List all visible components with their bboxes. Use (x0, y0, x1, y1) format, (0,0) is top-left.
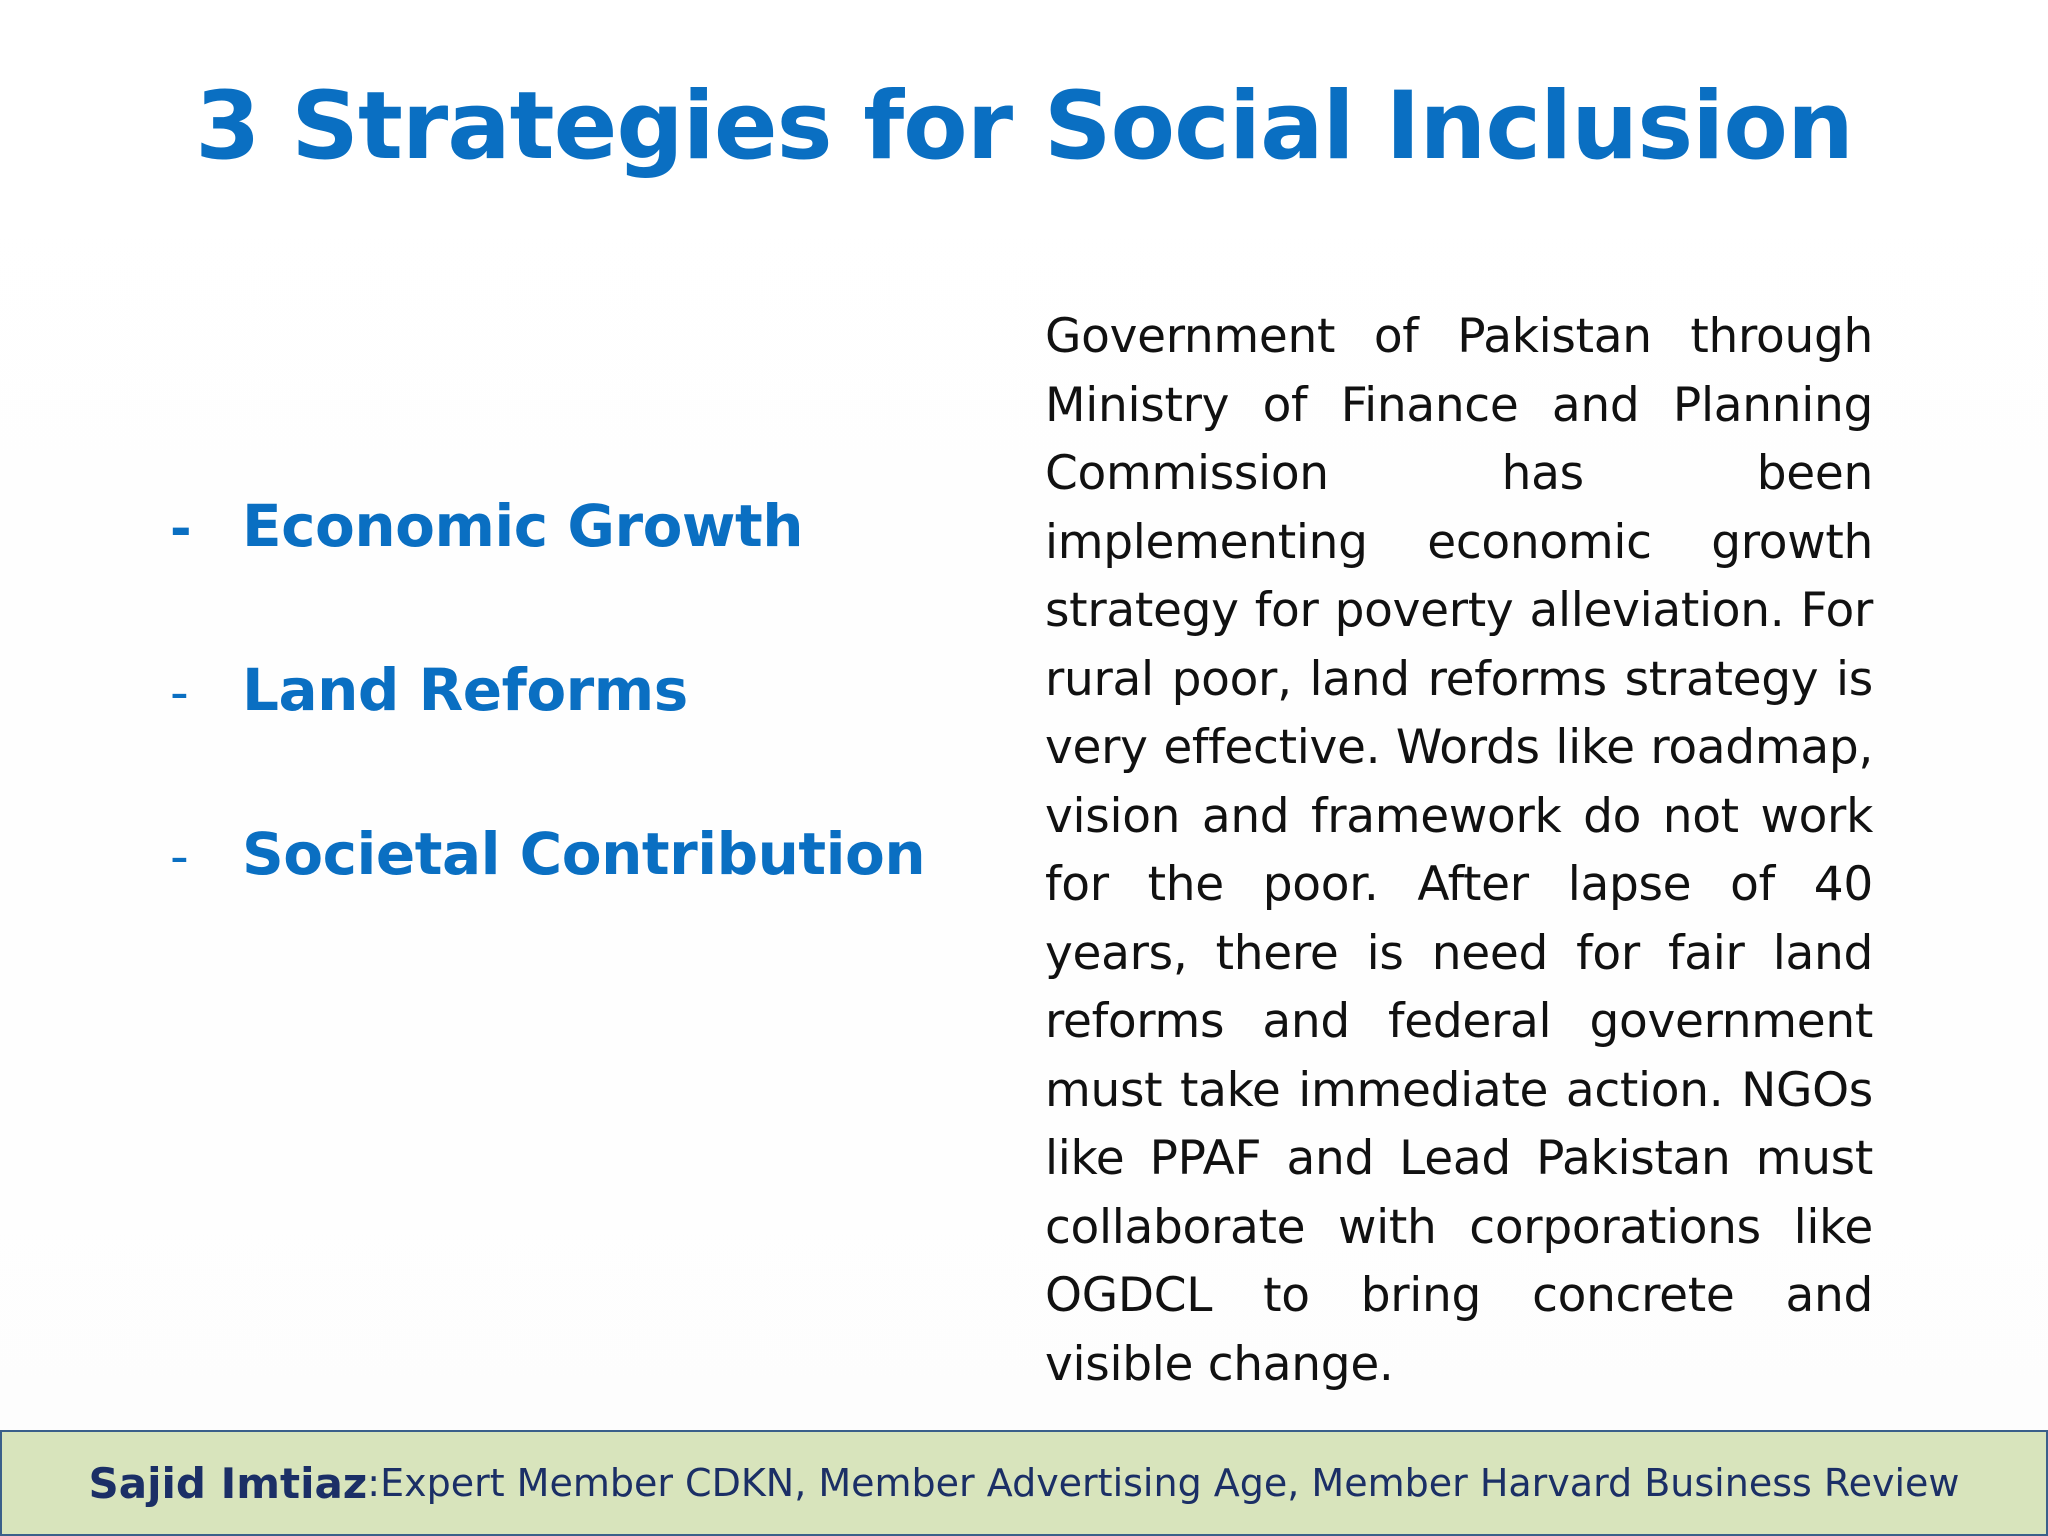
strategy-societal-contribution: Societal Contribution (242, 820, 926, 888)
strategy-land-reforms: Land Reforms (242, 656, 688, 724)
footer-banner (0, 1430, 2048, 1536)
footer-separator: : (367, 1461, 381, 1505)
body-paragraph: Government of Pakistan through Ministry of Finance and Planning Commission has been implementing economic growth strategy for poverty alleviation. For rural poor, land reforms strategy is very effective. Words like roadmap, vision and framework do not work for the poor. After lapse of 40 years, there is need for fair land reforms and federal government must take immediate action. NGOs like PPAF and Lead Pakistan must collaborate with corporations like OGDCL to bring concrete and visible change. (1045, 309, 1873, 1392)
list-item (170, 492, 970, 656)
strategy-economic-growth: Economic Growth (242, 492, 804, 560)
list-item (170, 820, 970, 984)
bullet-dash: - (170, 827, 189, 887)
bullet-dash: - (170, 663, 189, 723)
author-name: Sajid Imtiaz (88, 1458, 368, 1508)
strategy-list (170, 492, 970, 984)
list-item (170, 656, 970, 820)
author-credentials: Expert Member CDKN, Member Advertising Age, Member Harvard Business Review (380, 1461, 1960, 1505)
slide-title: 3 Strategies for Social Inclusion (195, 72, 1853, 181)
bullet-dash: - (170, 499, 192, 559)
